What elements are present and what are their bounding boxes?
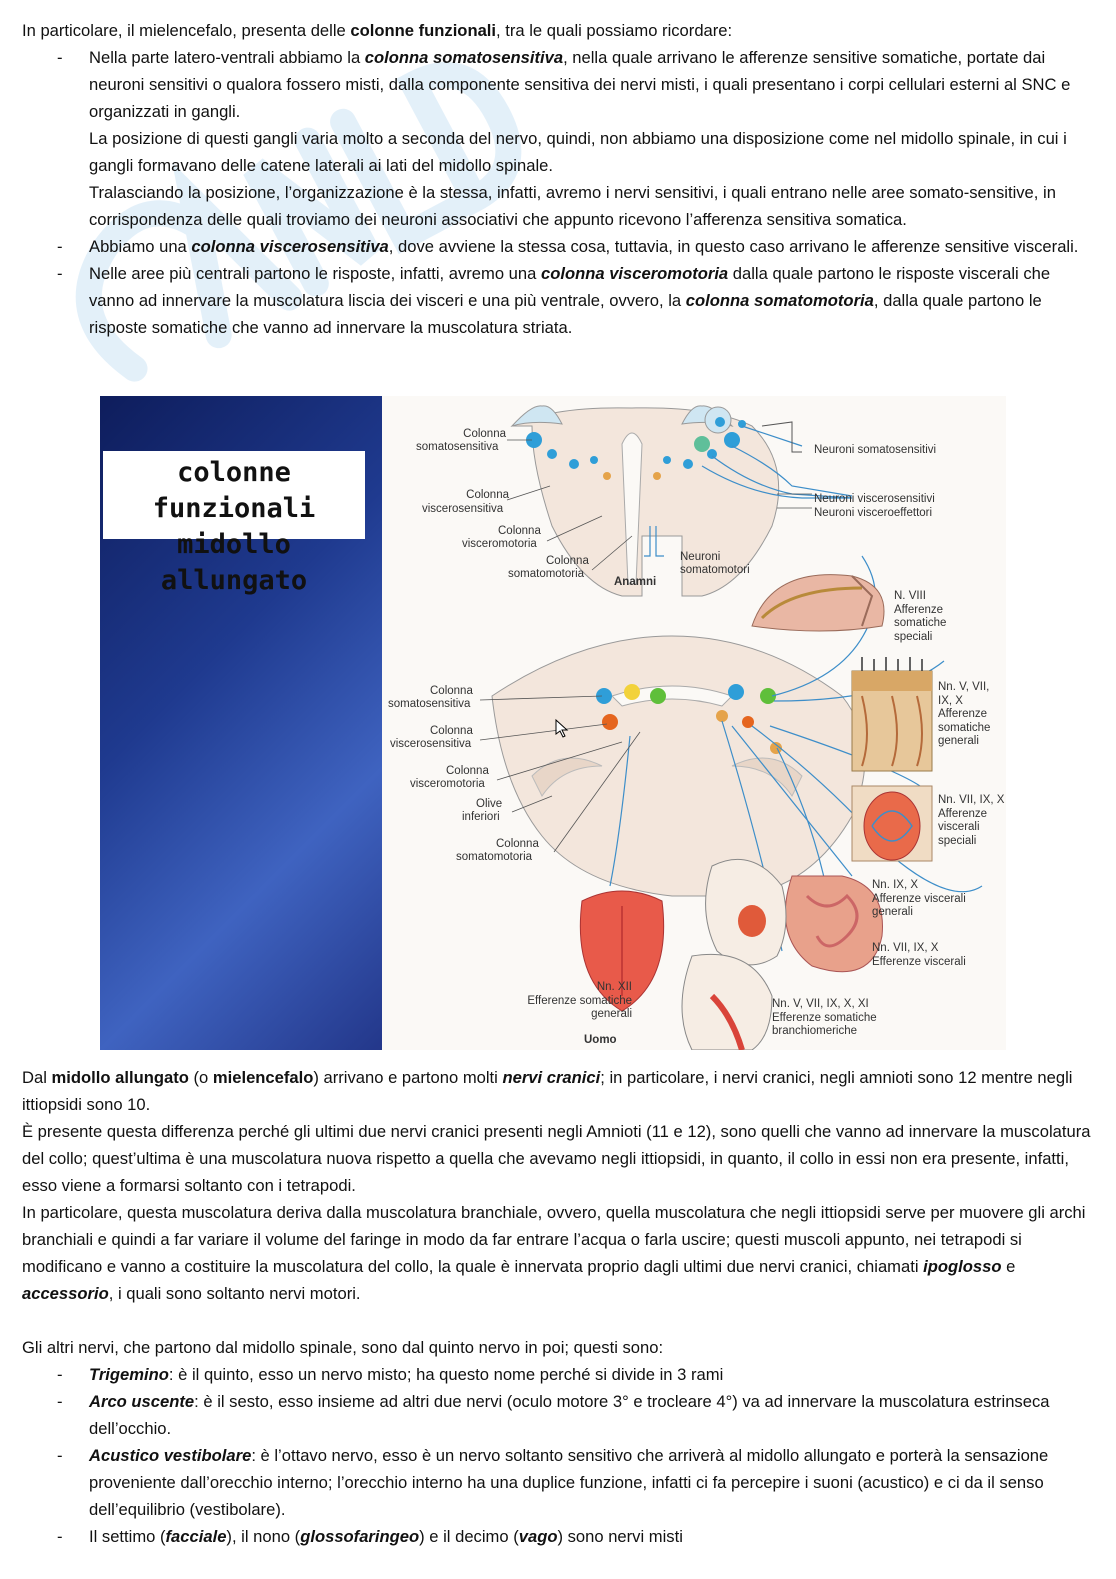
label-uomo-somatomot: Colonna bbox=[496, 838, 539, 850]
list-item: - Abbiamo una colonna viscerosensitiva, dove avviene la stessa cosa, tuttavia, in questo caso arrivano le afferenze sensitive viscerali. bbox=[57, 237, 1079, 256]
label-anamni-viscerosens: Colonna bbox=[466, 489, 509, 501]
label-neuroni-somatomotori-2: somatomotori bbox=[680, 564, 750, 576]
list-item: - Arco uscente: è il sesto, esso insieme ad altri due nervi (oculo motore 3° e trocleare 4°) va ad innervare la muscolatura estrinseca dell’occhio. bbox=[57, 1392, 1050, 1438]
difference-paragraph: È presente questa differenza perché gli ultimi due nervi cranici presenti negli Amnioti (11 e 12), sono quelli che vanno ad innervare la muscolatura del collo; quest’ultima è una muscolatura nuova rispetto a quella che avevamo negli ittiopsidi, in quanto, il collo in essi non era presente, infatti, esso viene a formarsi soltanto con i tetrapodi. bbox=[22, 1122, 1091, 1195]
label-anamni-viscerosens-2: viscerosensitiva bbox=[422, 503, 504, 515]
label-uomo-somatosens-2: somatosensitiva bbox=[388, 698, 471, 710]
label-anamni-visceromot: Colonna bbox=[498, 525, 541, 537]
functional-columns-list bbox=[22, 44, 1098, 341]
label-neuroni-somatosensitivi: Neuroni somatosensitivi bbox=[814, 444, 937, 456]
label-uomo-viscerosens: Colonna bbox=[430, 725, 473, 737]
label-uomo-visceromot: Colonna bbox=[446, 765, 489, 777]
cranial-nerves-paragraph: Dal midollo allungato (o mielencefalo) arrivano e partono molti nervi cranici; in particolare, i nervi cranici, negli amnioti sono 12 mentre negli ittiopsidi sono 10. bbox=[22, 1068, 1073, 1114]
list-item: - Nella parte latero-ventrali abbiamo la colonna somatosensitiva, nella quale arrivano le afferenze sensitive somatiche, portate dai neuroni sensitivi o qualora fossero misti, dalla componente sensitiva dei nervi misti, i quali presentano i corpi cellulari esterni al SNC e organizzati in gangli. La posizione di questi gangli varia molto a seconda del nervo, quindi, non abbiamo una disposizione come nel midollo spinale, in cui i gangli formavano delle catene laterali ai lati del midollo spinale. Tralasciando la posizione, l’organizzazione è la stessa, infatti, avremo i nervi sensitivi, i quali entrano nelle aree somato-sensitive, in corrispondenza delle quali troviamo dei neuroni associativi che appunto ricevono l’afferenza sensitiva somatica. bbox=[57, 48, 1071, 229]
diagram-panel bbox=[382, 396, 1006, 1050]
label-nn-xii: Nn. XII Efferenze somatiche generali bbox=[527, 981, 632, 1020]
label-n-viii: N. VIII Afferenze somatiche speciali bbox=[894, 590, 947, 643]
list-item: - Trigemino: è il quinto, esso un nervo misto; ha questo nome perché si divide in 3 rami bbox=[57, 1365, 724, 1384]
label-uomo-caption: Uomo bbox=[584, 1034, 617, 1046]
slide-title: colonne funzionali midollo allungato bbox=[103, 451, 365, 539]
other-nerves-list bbox=[22, 1361, 1098, 1550]
label-neuroni-viscerosensitivi: Neuroni viscerosensitivi bbox=[814, 493, 935, 505]
other-nerves-paragraph: Gli altri nervi, che partono dal midollo spinale, sono dal quinto nervo in poi; questi sono: bbox=[22, 1338, 664, 1357]
label-nn-v-vii: Nn. V, VII, IX, X Afferenze somatiche generali bbox=[938, 681, 991, 747]
label-uomo-somatomot-2: somatomotoria bbox=[456, 851, 533, 863]
label-anamni-somatomot-2: somatomotoria bbox=[508, 568, 585, 580]
intro-paragraph: In particolare, il mielencefalo, presenta delle colonne funzionali, tra le quali possiamo ricordare: bbox=[22, 21, 733, 40]
label-neuroni-visceroeffettori: Neuroni visceroeffettori bbox=[814, 507, 933, 519]
neck-illustration bbox=[682, 954, 772, 1050]
label-anamni-somatomot: Colonna bbox=[546, 555, 589, 567]
label-anamni-caption: Anamni bbox=[614, 576, 657, 588]
label-anamni-somatosens: Colonna bbox=[463, 428, 506, 440]
intestine-illustration bbox=[785, 876, 882, 972]
list-item: - Il settimo (facciale), il nono (glossofaringeo) e il decimo (vago) sono nervi misti bbox=[57, 1527, 683, 1546]
skin-illustration bbox=[852, 657, 932, 771]
label-anamni-visceromot-2: visceromotoria bbox=[462, 538, 537, 550]
label-nn-vii-ix-x-spec: Nn. VII, IX, X Afferenze viscerali speciali bbox=[938, 794, 1005, 847]
label-uomo-visceromot-2: visceromotoria bbox=[410, 778, 485, 790]
list-item: - Nelle aree più centrali partono le risposte, infatti, avremo una colonna visceromotoria dalla quale partono le risposte viscerali che vanno ad innervare la muscolatura liscia dei visceri e una più ventrale, ovvero, la colonna somatomotoria, dalla quale partono le risposte somatiche che vanno ad innervare la muscolatura striata. bbox=[57, 264, 1051, 337]
label-anamni-somatosens-2: somatosensitiva bbox=[416, 441, 499, 453]
list-item: - Acustico vestibolare: è l’ottavo nervo, esso è un nervo soltanto sensitivo che arriverà al midollo allungato e porterà la sensazione proveniente dall’orecchio interno; l’orecchio interno ha una duplice funzione, infatti ci fa percepire i suoni (acustico) e ci da il senso dell’equilibrio (vestibolare). bbox=[57, 1446, 1049, 1519]
label-uomo-olive: Olive bbox=[476, 798, 503, 810]
functional-columns-figure bbox=[100, 396, 1006, 1050]
label-uomo-somatosens: Colonna bbox=[430, 685, 473, 697]
label-nn-branchio: Nn. V, VII, IX, X, XI Efferenze somatiche branchiomeriche bbox=[772, 998, 877, 1037]
label-uomo-viscerosens-2: viscerosensitiva bbox=[390, 738, 472, 750]
slide-title-panel bbox=[100, 396, 382, 1050]
label-neuroni-somatomotori: Neuroni bbox=[680, 551, 721, 563]
label-nn-ix-x: Nn. IX, X Afferenze viscerali generali bbox=[872, 879, 966, 918]
branchial-muscles-paragraph: In particolare, questa muscolatura deriva dalla muscolatura branchiale, ovvero, quella muscolatura che negli ittiopsidi serve per muovere gli archi branchiali e quindi a far variare il volume del faringe in modo da far entrare l’acqua o farla uscire; questi muscoli appunto, nei tetrapodi si modificano e vanno a costituire la muscolatura del collo, la quale è innervata proprio dagli ultimi due nervi cranici, chiamati ipoglosso e accessorio, i quali sono soltanto nervi motori. bbox=[22, 1203, 1086, 1303]
taste-bud-illustration bbox=[852, 786, 932, 861]
label-nn-vii-ix-x-visc: Nn. VII, IX, X Efferenze viscerali bbox=[872, 942, 966, 968]
label-uomo-olive-2: inferiori bbox=[462, 811, 500, 823]
inner-ear-illustration bbox=[752, 575, 884, 631]
